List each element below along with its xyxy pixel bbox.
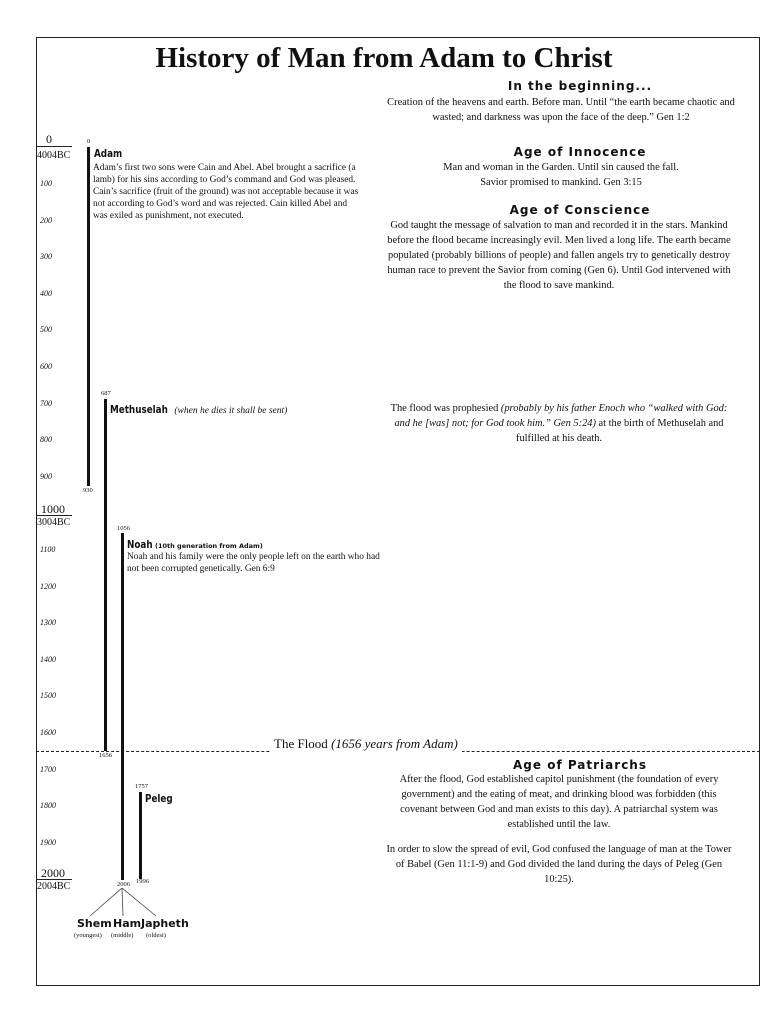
axis-0-rule [36, 146, 72, 147]
methuselah-name: Methuselah [110, 403, 168, 416]
noah-name: Noah [127, 538, 153, 551]
tick-1500: 1500 [40, 691, 56, 700]
conscience-heading: Age of Conscience [509, 203, 651, 217]
tick-300: 300 [40, 252, 52, 261]
flood-prophecy-intro: The flood was prophesied [390, 403, 501, 414]
noah-text: Noah and his family were the only people left on the earth who had not been corrupted genetically. Gen 6:9 [127, 552, 380, 574]
branch-line-ham [122, 888, 123, 916]
branch-line-shem [90, 888, 122, 916]
page-title: History of Man from Adam to Christ [155, 42, 613, 74]
peleg-name: Peleg [145, 792, 173, 805]
tick-500: 500 [40, 325, 52, 334]
tick-1300: 1300 [40, 618, 56, 627]
adam-start-year: 0 [87, 138, 91, 145]
flood-label-italic: (1656 years from Adam) [331, 736, 458, 751]
conscience-text: God taught the message of salvation to man and recorded it in the stars. Mankind before the flood became increasingly evil. Men lived a long life. The earth became populated (probably billions of people) and fallen angels try to genetically destroy human race to prevent the Savior from coming (Gen 6). Until God intervened with the flood to save mankind. [387, 220, 731, 291]
patriarchs-heading: Age of Patriarchs [513, 758, 647, 772]
tick-1700: 1700 [40, 765, 56, 774]
son-shem-note: (youngest) [74, 932, 102, 939]
noah-lifespan-bar [121, 533, 124, 880]
noah-start-year: 1056 [117, 525, 130, 532]
axis-2000-bc: 2004BC [37, 881, 71, 892]
tick-900: 900 [40, 472, 52, 481]
noah-note: (10th generation from Adam) [155, 542, 263, 550]
flood-label-text: The Flood [274, 736, 332, 751]
flood-prophecy-italic: (probably by his father Enoch who “walked with God: and he [was] not; for God took him.” Gen 5:24) [394, 403, 728, 429]
axis-0-bc: 4004BC [37, 150, 71, 161]
methuselah-end-year: 1656 [99, 752, 112, 759]
peleg-start-year: 1757 [135, 783, 148, 790]
tick-1400: 1400 [40, 655, 56, 664]
son-shem-name: Shem [77, 917, 112, 930]
flood-label [270, 736, 462, 752]
methuselah-label [110, 400, 287, 418]
axis-0: 0 [46, 132, 52, 146]
noah-end-year: 2006 [117, 881, 130, 888]
flood-prophecy-text [384, 401, 734, 446]
axis-2000: 2000 [41, 866, 65, 880]
methuselah-note: (when he dies it shall be sent) [174, 406, 288, 416]
tick-400: 400 [40, 289, 52, 298]
branch-line-japheth [122, 888, 156, 916]
tick-1600: 1600 [40, 728, 56, 737]
tick-100: 100 [40, 179, 52, 188]
son-japheth-name: Japheth [141, 917, 189, 930]
tick-800: 800 [40, 435, 52, 444]
innocence-line2: Savior promised to mankind. Gen 3:15 [480, 177, 642, 188]
innocence-heading: Age of Innocence [513, 145, 647, 159]
tick-1200: 1200 [40, 582, 56, 591]
tick-600: 600 [40, 362, 52, 371]
axis-1000-bc: 3004BC [37, 517, 71, 528]
patriarchs-text-1: After the flood, God established capitol punishment (the foundation of every government) and the eating of meat, and drinking blood was forbidden (this covenant between God and man exists to this day). A patriarchal system was established until the law. [399, 774, 719, 830]
son-ham-note: (middle) [111, 932, 134, 939]
flood-prophecy-outro: at the birth of Methuselah and fulfilled at his death. [516, 418, 724, 444]
tick-200: 200 [40, 216, 52, 225]
peleg-lifespan-bar [139, 792, 142, 879]
son-japheth-note: (oldest) [146, 932, 166, 939]
methuselah-start-year: 687 [101, 390, 111, 397]
adam-lifespan-bar [87, 147, 90, 486]
son-ham-name: Ham [113, 917, 142, 930]
methuselah-lifespan-bar [104, 399, 107, 751]
patriarchs-text-2: In order to slow the spread of evil, God confused the language of man at the Tower of Babel (Gen 11:1-9) and God divided the land during the days of Peleg (Gen 10:25). [386, 844, 732, 885]
adam-text: Adam’s first two sons were Cain and Abel. Abel brought a sacrifice (a lamb) for his sins according to God’s command and God was pleased. Cain’s sacrifice (fruit of the ground) was not acceptable because it was not according to God’s word and was rejected. Cain killed Abel and was exiled as punishment, not executed. [93, 163, 359, 221]
adam-name: Adam [94, 147, 123, 160]
beginning-text: Creation of the heavens and earth. Before man. Until “the earth became chaotic and wasted; and darkness was upon the face of the deep.” Gen 1:2 [387, 97, 735, 123]
tick-1100: 1100 [40, 545, 56, 554]
adam-end-year: 930 [83, 487, 93, 494]
tick-1900: 1900 [40, 838, 56, 847]
axis-1000-rule [36, 515, 72, 516]
peleg-end-year: 1996 [136, 878, 149, 885]
tick-700: 700 [40, 399, 52, 408]
innocence-line1: Man and woman in the Garden. Until sin caused the fall. [443, 162, 679, 173]
beginning-heading: In the beginning... [507, 79, 653, 93]
axis-1000: 1000 [41, 502, 65, 516]
axis-2000-rule [36, 879, 72, 880]
tick-1800: 1800 [40, 801, 56, 810]
